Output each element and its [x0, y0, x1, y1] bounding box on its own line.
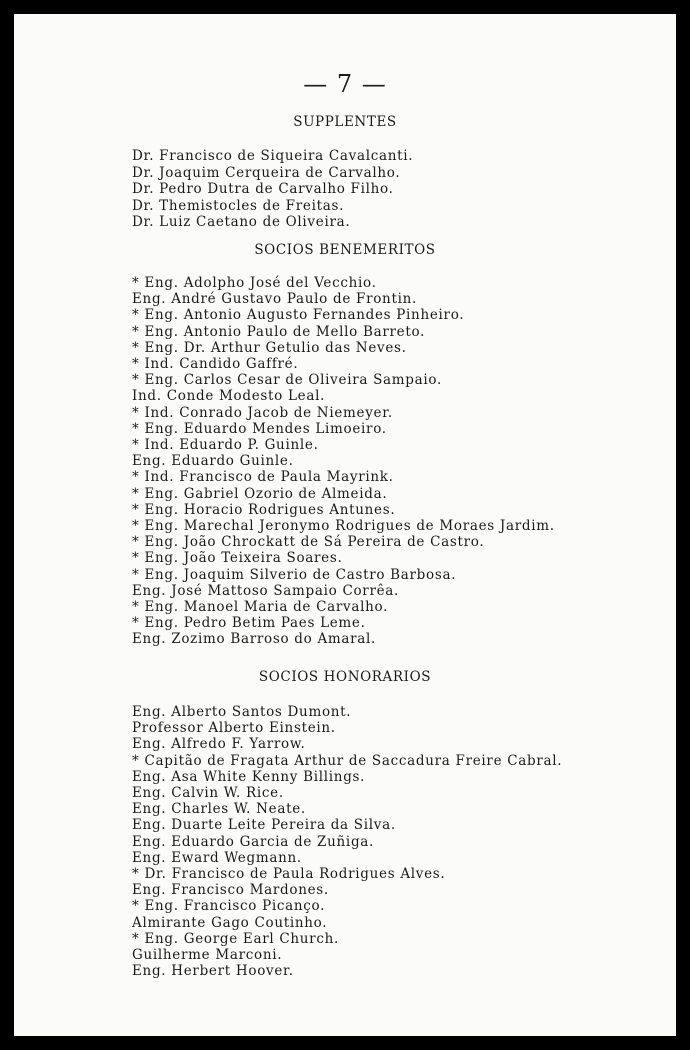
member-entry: * Eng. Antonio Paulo de Mello Barreto. — [132, 323, 426, 340]
member-entry: Guilherme Marconi. — [132, 947, 283, 964]
member-entry: Eng. Alfredo F. Yarrow. — [132, 736, 306, 753]
member-entry: * Ind. Eduardo P. Guinle. — [132, 437, 319, 454]
member-entry: * Eng. Gabriel Ozorio de Almeida. — [132, 485, 388, 502]
section-heading-benemeritos: SOCIOS BENEMERITOS — [254, 242, 436, 258]
member-entry: Dr. Themistocles de Freitas. — [132, 197, 345, 214]
section-heading-supplentes: SUPPLENTES — [293, 114, 397, 130]
member-entry: Eng. Eward Wegmann. — [132, 849, 302, 866]
section-heading-honorarios: SOCIOS HONORARIOS — [258, 669, 432, 685]
member-entry: Eng. Eduardo Guinle. — [132, 453, 294, 470]
member-entry: Eng. Francisco Mardones. — [132, 882, 329, 899]
member-entry: Almirante Gago Coutinho. — [132, 914, 328, 931]
member-entry: Eng. Duarte Leite Pereira da Silva. — [132, 817, 396, 834]
member-entry: Dr. Joaquim Cerqueira de Carvalho. — [132, 164, 401, 181]
member-entry: * Eng. Carlos Cesar de Oliveira Sampaio. — [132, 372, 442, 389]
member-entry: Eng. Alberto Santos Dumont. — [132, 704, 352, 720]
honorarios-list — [132, 704, 562, 979]
member-entry: Professor Alberto Einstein. — [132, 720, 336, 737]
member-entry: * Eng. Pedro Betim Paes Leme. — [132, 615, 366, 632]
member-entry: * Eng. Dr. Arthur Getulio das Neves. — [132, 339, 407, 356]
member-entry: Eng. Asa White Kenny Billings. — [132, 768, 366, 785]
member-entry: * Eng. Marechal Jeronymo Rodrigues de Moraes Jardim. — [132, 518, 555, 535]
member-entry: * Eng. João Chrockatt de Sá Pereira de Castro. — [132, 534, 485, 551]
member-entry: Eng. Zozimo Barroso do Amaral. — [132, 631, 377, 648]
member-entry: * Eng. Antonio Augusto Fernandes Pinheiro. — [132, 307, 465, 324]
member-entry: * Capitão de Fragata Arthur de Saccadura Freire Cabral. — [132, 752, 563, 769]
benemeritos-list — [132, 275, 555, 648]
member-entry: Ind. Conde Modesto Leal. — [132, 388, 326, 405]
member-entry: Dr. Francisco de Siqueira Cavalcanti. — [132, 148, 414, 164]
page-number: — 7 — — [303, 70, 387, 98]
member-entry: * Eng. João Teixeira Soares. — [132, 550, 343, 567]
member-entry: Eng. Herbert Hoover. — [132, 963, 294, 980]
member-entry: * Eng. Manoel Maria de Carvalho. — [132, 599, 389, 616]
member-entry: * Eng. Horacio Rodrigues Antunes. — [132, 501, 396, 518]
member-entry: * Eng. Eduardo Mendes Limoeiro. — [132, 420, 387, 437]
member-entry: Eng. Calvin W. Rice. — [132, 785, 284, 802]
member-entry: Eng. André Gustavo Paulo de Frontin. — [132, 291, 417, 308]
supplentes-list — [132, 148, 413, 231]
member-entry: * Eng. Joaquim Silverio de Castro Barbosa. — [132, 566, 457, 583]
member-entry: * Ind. Conrado Jacob de Niemeyer. — [132, 404, 393, 421]
member-entry: * Eng. George Earl Church. — [132, 930, 339, 947]
member-entry: * Eng. Francisco Picanço. — [132, 898, 326, 915]
member-entry: Eng. Charles W. Neate. — [132, 801, 306, 818]
member-entry: Dr. Pedro Dutra de Carvalho Filho. — [132, 181, 394, 197]
member-entry: Eng. Eduardo Garcia de Zuñiga. — [132, 833, 375, 850]
member-entry: Eng. José Mattoso Sampaio Corrêa. — [132, 582, 400, 599]
member-entry: * Eng. Adolpho José del Vecchio. — [132, 275, 377, 291]
member-entry: * Ind. Candido Gaffré. — [132, 356, 299, 373]
member-entry: Dr. Luiz Caetano de Oliveira. — [132, 214, 351, 230]
member-entry: * Dr. Francisco de Paula Rodrigues Alves. — [132, 866, 446, 883]
member-entry: * Ind. Francisco de Paula Mayrink. — [132, 469, 394, 486]
document-page — [14, 14, 676, 1036]
